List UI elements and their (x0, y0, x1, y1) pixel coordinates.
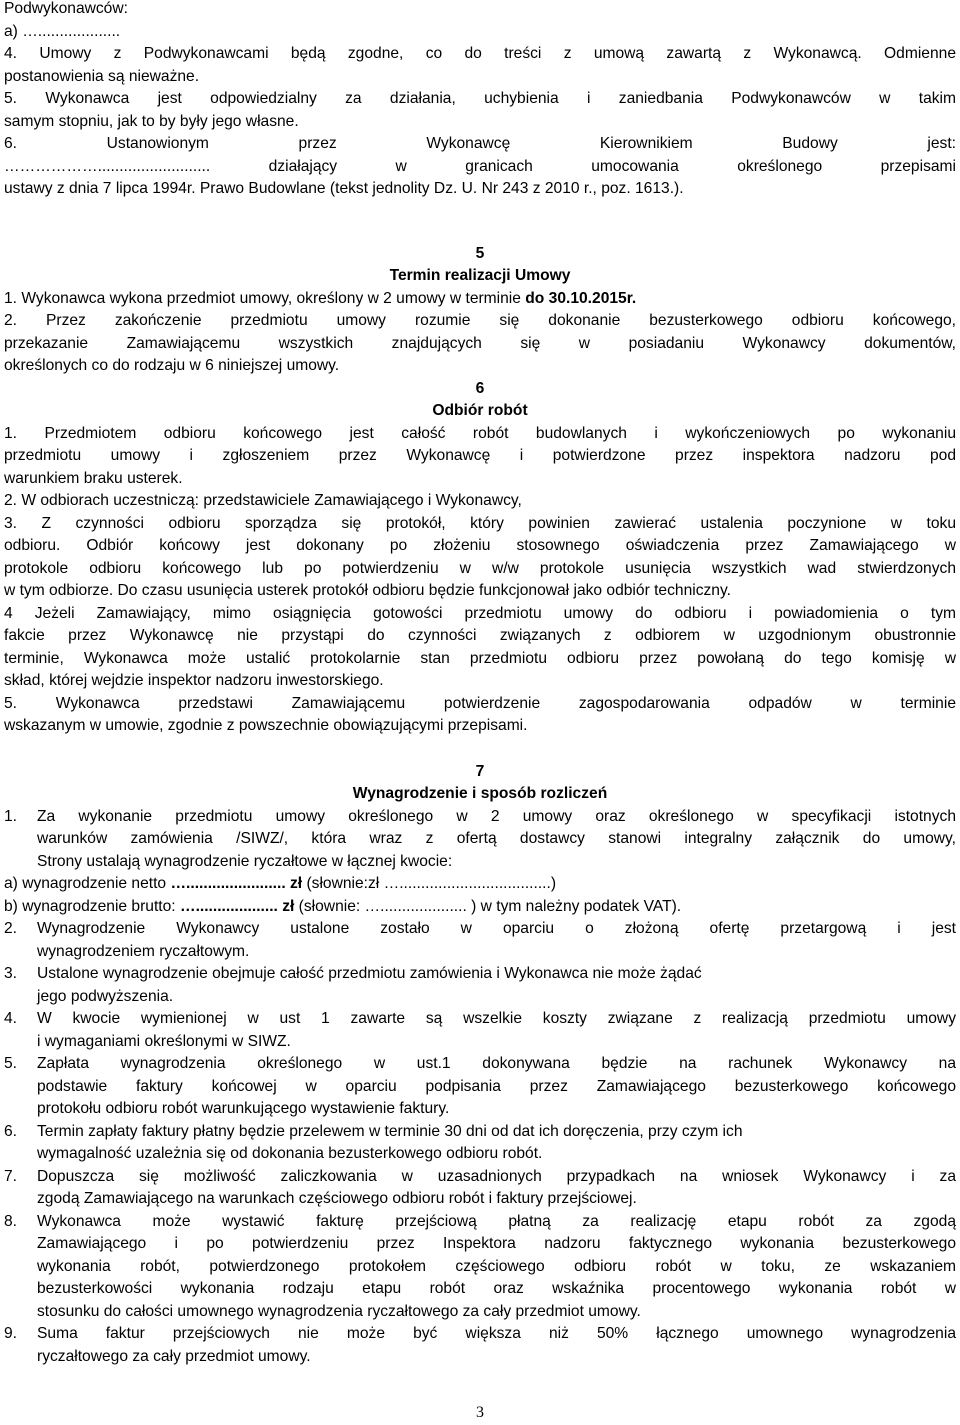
page-number: 3 (476, 1404, 484, 1421)
text-line: skład, której wejdzie inspektor nadzoru inwestorskiego. (4, 672, 384, 689)
text-line: terminie, Wykonawca może ustalić protokolarnie stan przedmiotu odbioru przez powołaną do tego komisję w (4, 649, 956, 667)
text-line: zgodą Zamawiającego na warunkach częściowego odbioru robót i faktury przejściowej. (37, 1190, 637, 1207)
gross-amount-placeholder: …................... zł (179, 897, 295, 915)
text-line: bezusterkowości wykonania rodzaju etapu robót oraz wskaźnika procentowego wykonania robót w (37, 1280, 956, 1297)
document-page (4, 0, 956, 1368)
text-line: 5. Wykonawca jest odpowiedzialny za działania, uchybienia i zaniedbania Podwykonawców w takim (4, 90, 956, 107)
text-line: postanowienia są nieważne. (4, 67, 200, 85)
text-line: Zamawiającego i po potwierdzeniu przez Inspektora nadzoru faktycznego wykonania bezusterkowego (37, 1235, 956, 1252)
text-line: Strony ustalają wynagrodzenie ryczałtowe w łącznej kwocie: (37, 852, 453, 870)
text-line: i wymaganiami określonymi w SIWZ. (37, 1032, 291, 1050)
text-line: odbioru. Odbiór końcowy jest dokonany po złożeniu stosownego oświadczenia przez Zamawiającego w (4, 537, 956, 554)
list-number: 5. (4, 1055, 18, 1072)
list-number: 7. (4, 1167, 18, 1185)
text-line: Ustalone wynagrodzenie obejmuje całość przedmiotu zamówienia i Wykonawca nie może żądać (37, 965, 702, 982)
text-line: a) …................... (4, 22, 121, 40)
section-number: 5 (475, 244, 485, 262)
list-number: 2. (4, 920, 18, 937)
list-item (4, 1053, 956, 1121)
text-line: wykonania robót, potwierdzonego protokołem częściowego odbioru robót w toku, ze wskazaniem (37, 1257, 956, 1275)
list-item (4, 806, 956, 874)
text-line: 6. Ustanowionym przez Wykonawcę Kierownikiem Budowy jest: (4, 135, 956, 152)
list-item (4, 918, 956, 963)
text-line: protokołu odbioru robót warunkującego wystawienie faktury. (37, 1100, 450, 1117)
text-line: określonych co do rodzaju w 6 niniejszej umowy. (4, 357, 340, 374)
list-number: 4. (4, 1010, 18, 1027)
text-line: Wynagrodzenie Wykonawcy ustalone zostało w oparciu o złożoną ofertę przetargową i jest (37, 920, 956, 937)
list-number: 1. (4, 807, 18, 825)
text-line: Suma faktur przejściowych nie może być większa niż 50% łącznego umownego wynagrodzenia (37, 1325, 956, 1342)
list-item (4, 1211, 956, 1324)
section-title: Odbiór robót (432, 402, 528, 419)
text-line: Zapłata wynagrodzenia określonego w ust.1 dokonywana będzie na rachunek Wykonawcy na (37, 1055, 956, 1072)
text-line: warunkiem braku usterek. (4, 469, 183, 487)
list-item (4, 1008, 956, 1053)
list-number: 6. (4, 1122, 18, 1140)
list-number: 9. (4, 1325, 18, 1342)
text-line: Termin zapłaty faktury płatny będzie przelewem w terminie 30 dni od dat ich doręczenia, przy czym ich (37, 1122, 743, 1140)
text-span: b) wynagrodzenie brutto: (4, 897, 180, 915)
section-title: Wynagrodzenie i sposób rozliczeń (352, 785, 608, 802)
text-line: 1. Przedmiotem odbioru końcowego jest całość robót budowlanych i wykończeniowych po wykonaniu (4, 424, 956, 442)
list-item (4, 1323, 956, 1368)
deadline-date: do 30.10.2015r. (525, 289, 637, 307)
text-line: Dopuszcza się możliwość zaliczkowania w uzasadnionych przypadkach na wniosek Wykonawcy i za (37, 1167, 956, 1185)
text-line: fakcie przez Wykonawcę nie przystąpi do czynności związanych z odbiorem w uzgodnionym obustronnie (4, 627, 956, 644)
text-span: 1. Wykonawca wykona przedmiot umowy, określony w 2 umowy w terminie (4, 289, 526, 307)
list-number: 8. (4, 1212, 18, 1230)
text-line: wymagalność uzależnia się od dokonania bezusterkowego odbioru robót. (37, 1145, 543, 1162)
text-line: Za wykonanie przedmiotu umowy określonego w 2 umowy oraz określonego w specyfikacji istotnych (37, 807, 956, 825)
text-line: wynagrodzeniem ryczałtowym. (37, 942, 250, 960)
text-line: 4 Jeżeli Zamawiający, mimo osiągnięcia gotowości przedmiotu umowy do odbioru i powiadomienia o tym (4, 604, 956, 622)
paragraph-line (4, 288, 956, 311)
text-line: ……………….......................... działający w granicach umocowania określonego przepisami (4, 157, 956, 175)
text-line: 3. Z czynności odbioru sporządza się protokół, który powinien zawierać ustalenia poczynione w toku (4, 514, 956, 532)
text-span: a) wynagrodzenie netto (4, 875, 171, 892)
text-line: w tym odbiorze. Do czasu usunięcia usterek protokół odbioru będzie funkcjonował jako odbiór techniczny. (4, 582, 731, 599)
list-number: 3. (4, 965, 18, 982)
text-line: 5. Wykonawca przedstawi Zamawiającemu potwierdzenie zagospodarowania odpadów w terminie (4, 694, 956, 712)
text-line: stosunku do całości umownego wynagrodzenia ryczałtowego za cały przedmiot umowy. (37, 1302, 641, 1320)
text-span: (słownie: ….................... ) w tym należny podatek VAT). (294, 897, 682, 915)
text-line: warunków zamówienia /SIWZ/, która wraz z ofertą dostawcy stanowi integralny załącznik do umowy, (37, 830, 956, 847)
text-line: przedmiotu umowy i zgłoszeniem przez Wykonawcę i potwierdzone przez inspektora nadzoru pod (4, 447, 956, 464)
list-item (4, 1166, 956, 1211)
text-line: protokole odbioru końcowego lub po potwierdzeniu w w/w protokole usunięcia wszystkich wad stwierdzonych (4, 559, 956, 577)
section-number: 7 (475, 762, 485, 780)
text-span: (słownie:zł …...................................) (302, 875, 557, 892)
text-line: 2. W odbiorach uczestniczą: przedstawiciele Zamawiającego i Wykonawcy, (4, 492, 522, 509)
text-line: W kwocie wymienionej w ust 1 zawarte są wszelkie koszty związane z realizacją przedmiotu umowy (37, 1010, 956, 1027)
text-line: przekazanie Zamawiającemu wszystkich znajdujących się w posiadaniu Wykonawcy dokumentów, (4, 334, 956, 352)
section-number: 6 (475, 379, 485, 397)
section-title: Termin realizacji Umowy (389, 267, 571, 284)
list-item (4, 963, 956, 1008)
text-line: ustawy z dnia 7 lipca 1994r. Prawo Budowlane (tekst jednolity Dz. U. Nr 243 z 2010 r., poz. 1613.). (4, 180, 684, 197)
text-line: 2. Przez zakończenie przedmiotu umowy rozumie się dokonanie bezusterkowego odbioru końcowego, (4, 312, 956, 329)
text-line: jego podwyższenia. (37, 987, 174, 1005)
amount-line-gross (4, 896, 956, 919)
amount-line-net (4, 873, 956, 896)
text-line: samym stopniu, jak to by były jego własne. (4, 112, 299, 130)
list-item (4, 1121, 956, 1166)
text-line: podstawie faktury końcowej w oparciu podpisania przez Zamawiającego bezusterkowego końcowego (37, 1077, 956, 1095)
text-line: wskazanym w umowie, zgodnie z powszechnie obowiązującymi przepisami. (4, 717, 528, 734)
text-line: Podwykonawców: (4, 0, 128, 17)
text-line: 4. Umowy z Podwykonawcami będą zgodne, co do treści z umową zawartą z Wykonawcą. Odmienne (4, 45, 956, 62)
text-line: Wykonawca może wystawić fakturę przejściową płatną za realizację etapu robót za zgodą (37, 1212, 956, 1230)
text-line: ryczałtowego za cały przedmiot umowy. (37, 1347, 311, 1365)
net-amount-placeholder: …....................... zł (170, 875, 303, 892)
